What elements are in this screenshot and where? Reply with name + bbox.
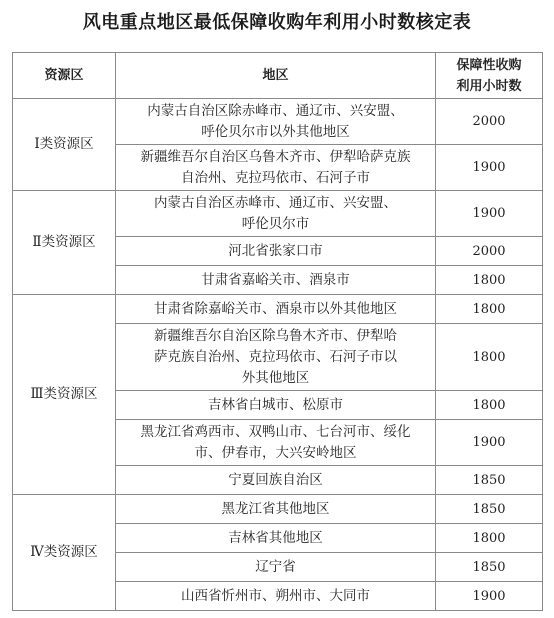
hours-cell: 1800 [436,266,543,295]
region-line: 市、伊春市，大兴安岭地区 [194,444,357,461]
header-hours [436,53,543,99]
region-cell [116,145,436,191]
region-line: 内蒙古自治区赤峰市、通辽市、兴安盟、 [154,194,397,211]
hours-cell: 1850 [436,553,543,582]
header-region: 地区 [116,53,436,99]
page-title: 风电重点地区最低保障收购年利用小时数核定表 [82,12,472,33]
hours-cell: 1900 [436,191,543,237]
region-cell [116,466,436,495]
region-line: 甘肃省嘉峪关市、酒泉市 [201,271,350,288]
region-line: 宁夏回族自治区 [228,471,323,488]
zone-cell: Ⅰ类资源区 [13,99,116,191]
header-hours-line1: 保障性收购 [456,57,522,73]
region-line: 自治州、克拉玛依市、石河子市 [181,169,370,186]
region-line: 萨克族自治州、克拉玛依市、石河子市以 [154,348,397,365]
table-row [13,99,543,145]
region-cell [116,582,436,611]
region-line: 甘肃省除嘉峪关市、酒泉市以外其他地区 [154,300,397,317]
hours-cell: 1900 [436,582,543,611]
region-line: 吉林省其他地区 [228,529,323,546]
zone-cell: Ⅳ类资源区 [13,495,116,611]
hours-cell: 1900 [436,145,543,191]
region-line: 黑龙江省其他地区 [221,500,330,517]
region-line: 辽宁省 [255,558,296,575]
region-cell [116,99,436,145]
table-row [13,191,543,237]
region-cell [116,391,436,420]
region-line: 山西省忻州市、朔州市、大同市 [181,587,370,604]
region-cell [116,191,436,237]
hours-cell: 1850 [436,495,543,524]
region-line: 内蒙古自治区除赤峰市、通辽市、兴安盟、 [147,102,404,119]
region-line: 呼伦贝尔市以外其他地区 [201,123,350,140]
header-hours-line2: 利用小时数 [456,78,522,94]
header-row [13,53,543,99]
region-line: 吉林省白城市、松原市 [208,396,343,413]
region-cell [116,237,436,266]
region-cell [116,495,436,524]
region-cell [116,553,436,582]
region-line: 外其他地区 [241,369,310,386]
region-cell [116,420,436,466]
hours-cell: 1900 [436,420,543,466]
table-row [13,295,543,324]
hours-cell: 2000 [436,99,543,145]
region-cell [116,524,436,553]
zone-cell: Ⅲ类资源区 [13,295,116,495]
region-cell [116,266,436,295]
region-line: 黑龙江省鸡西市、双鸭山市、七台河市、绥化 [140,423,411,440]
hours-cell: 1800 [436,324,543,391]
table-row [13,495,543,524]
region-line: 河北省张家口市 [228,242,323,259]
region-line: 新疆维吾尔自治区乌鲁木齐市、伊犁哈萨克族 [140,148,411,165]
header-zone: 资源区 [13,53,116,99]
zone-cell: Ⅱ类资源区 [13,191,116,295]
hours-cell: 2000 [436,237,543,266]
region-cell [116,324,436,391]
hours-cell: 1800 [436,524,543,553]
hours-cell: 1800 [436,295,543,324]
data-table [12,52,543,611]
region-line: 呼伦贝尔市 [241,215,310,232]
region-cell [116,295,436,324]
hours-cell: 1850 [436,466,543,495]
region-line: 新疆维吾尔自治区除乌鲁木齐市、伊犁哈 [154,327,397,344]
hours-cell: 1800 [436,391,543,420]
